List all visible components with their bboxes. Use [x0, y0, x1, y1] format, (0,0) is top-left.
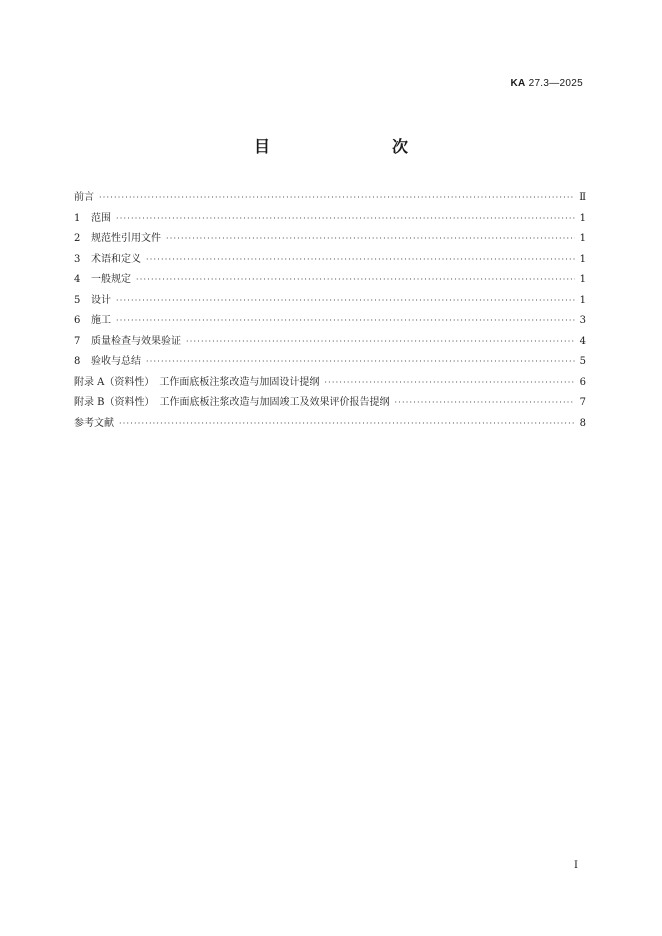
- toc-entry-label: 施工: [91, 315, 111, 326]
- toc-entry-page: 1: [579, 233, 586, 244]
- toc-entry-number: 5: [74, 294, 81, 306]
- toc-entry-page: 6: [579, 376, 586, 388]
- toc-entry-scope[interactable]: [74, 209, 586, 230]
- toc-dot-leader: [116, 296, 575, 305]
- toc-dot-leader: [119, 419, 575, 428]
- toc-entry-label: 术语和定义: [91, 253, 141, 265]
- toc-entry-label: 附录 A（资料性） 工作面底板注浆改造与加固设计提纲: [74, 376, 320, 388]
- toc-entry-terms-definitions[interactable]: [74, 250, 586, 271]
- toc-entry-page: 5: [579, 356, 586, 367]
- toc-entry-page: 3: [579, 315, 586, 326]
- toc-entry-label: 设计: [91, 294, 111, 306]
- toc-entry-number: 8: [74, 356, 81, 367]
- toc-dot-leader: [324, 378, 575, 387]
- toc-entry-page: 7: [579, 397, 586, 408]
- toc-entry-construction[interactable]: [74, 311, 586, 332]
- toc-entry-label: 参考文献: [74, 417, 114, 429]
- toc-dot-leader: [186, 337, 575, 346]
- toc-entry-appendix-b[interactable]: [74, 393, 586, 414]
- toc-dot-leader: [116, 214, 575, 223]
- toc-entry-page: 1: [579, 212, 586, 224]
- toc-dot-leader: [136, 275, 575, 284]
- toc-entry-page: 1: [579, 294, 586, 306]
- toc-entry-page: 1: [579, 253, 586, 265]
- toc-entry-label: 一般规定: [91, 274, 131, 285]
- toc-entry-page: 4: [579, 335, 586, 347]
- table-of-contents: [74, 188, 586, 434]
- toc-entry-number: 2: [74, 233, 81, 244]
- toc-title: 目 次: [253, 137, 438, 156]
- toc-dot-leader: [166, 234, 575, 243]
- toc-entry-label: 附录 B（资料性） 工作面底板注浆改造与加固竣工及效果评价报告提纲: [74, 397, 390, 408]
- document-code-number: 27.3—2025: [528, 78, 583, 89]
- toc-entry-quality-inspection[interactable]: [74, 332, 586, 353]
- document-code-prefix: KA: [510, 78, 526, 89]
- document-code: [510, 78, 583, 89]
- toc-entry-page: Ⅱ: [579, 192, 586, 203]
- toc-dot-leader: [395, 398, 575, 407]
- page-number: I: [574, 860, 578, 871]
- toc-entry-number: 3: [74, 253, 81, 265]
- toc-entry-acceptance-summary[interactable]: [74, 352, 586, 373]
- toc-entry-label: 验收与总结: [91, 356, 141, 367]
- toc-dot-leader: [99, 193, 575, 202]
- toc-dot-leader: [116, 316, 575, 325]
- toc-entry-number: 1: [74, 212, 81, 224]
- toc-entry-page: 1: [579, 274, 586, 285]
- toc-entry-label: 前言: [74, 192, 94, 203]
- toc-entry-number: 4: [74, 274, 81, 285]
- toc-entry-general-provisions[interactable]: [74, 270, 586, 291]
- toc-entry-page: 8: [579, 417, 586, 429]
- toc-entry-number: 6: [74, 315, 81, 326]
- toc-entry-label: 范围: [91, 212, 111, 224]
- toc-entry-normative-references[interactable]: [74, 229, 586, 250]
- toc-entry-appendix-a[interactable]: [74, 373, 586, 394]
- toc-entry-foreword[interactable]: [74, 188, 586, 209]
- toc-entry-design[interactable]: [74, 291, 586, 312]
- toc-entry-label: 质量检查与效果验证: [91, 335, 181, 347]
- toc-dot-leader: [146, 255, 575, 264]
- toc-dot-leader: [146, 357, 575, 366]
- toc-entry-number: 7: [74, 335, 81, 347]
- toc-entry-label: 规范性引用文件: [91, 233, 161, 244]
- toc-entry-bibliography[interactable]: [74, 414, 586, 435]
